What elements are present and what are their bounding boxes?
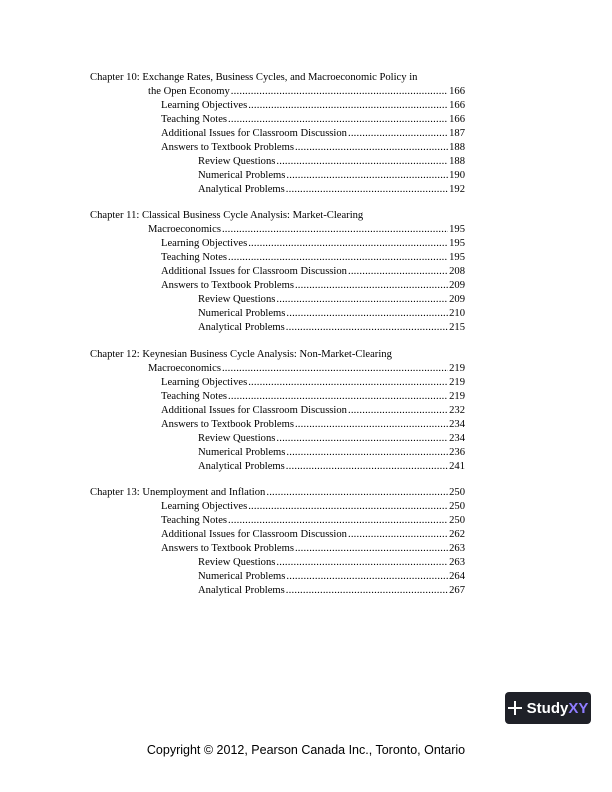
leader-dots: [286, 307, 448, 320]
leader-dots: [286, 169, 448, 182]
leader-dots: [222, 362, 448, 375]
toc-entry[interactable]: [161, 99, 465, 112]
leader-dots: [286, 446, 448, 459]
entry-label: Teaching Notes: [161, 252, 228, 263]
toc-entry[interactable]: [161, 528, 465, 541]
page-number: 234: [449, 433, 465, 444]
leader-dots: [286, 584, 448, 597]
page-number: 263: [449, 543, 465, 554]
page-number: 241: [449, 461, 465, 472]
chapter-title-text: Chapter 13: Unemployment and Inflation: [90, 487, 266, 498]
page-number: 263: [449, 557, 465, 568]
copyright-footer: Copyright © 2012, Pearson Canada Inc., Toronto, Ontario: [146, 743, 466, 757]
leader-dots: [248, 99, 448, 112]
page-number: 250: [449, 487, 465, 498]
leader-dots: [266, 486, 448, 499]
page-number: 210: [449, 308, 465, 319]
page-number: 209: [449, 294, 465, 305]
toc-sub-entry[interactable]: [198, 293, 465, 306]
chapter-title: Chapter 11: Classical Business Cycle Analysis: Market-Clearing: [90, 210, 364, 221]
page-number: 195: [449, 238, 465, 249]
brand-name: Study: [526, 699, 569, 717]
page-number: 188: [449, 142, 465, 153]
entry-label: Teaching Notes: [161, 114, 228, 125]
page-number: 250: [449, 515, 465, 526]
leader-dots: [295, 279, 448, 292]
leader-dots: [286, 321, 448, 334]
entry-label: Learning Objectives: [161, 100, 248, 111]
page-number: 195: [449, 224, 465, 235]
chapter-title: Chapter 12: Keynesian Business Cycle Analysis: Non-Market-Clearing: [90, 349, 392, 360]
page-number: 166: [449, 86, 465, 97]
toc-sub-entry[interactable]: [198, 446, 465, 459]
toc-entry[interactable]: [161, 141, 465, 154]
page-number: 215: [449, 322, 465, 333]
chapter-title: Chapter 10: Exchange Rates, Business Cycles, and Macroeconomic Policy in: [90, 72, 418, 83]
entry-label: Numerical Problems: [198, 447, 286, 458]
page-number: 262: [449, 529, 465, 540]
toc-sub-entry[interactable]: [198, 155, 465, 168]
entry-label: Additional Issues for Classroom Discussion: [161, 266, 347, 277]
page-number: 192: [449, 184, 465, 195]
entry-label: Analytical Problems: [198, 585, 285, 596]
page-number: 234: [449, 419, 465, 430]
entry-label: Teaching Notes: [161, 515, 228, 526]
toc-sub-entry[interactable]: [198, 307, 465, 320]
entry-label: Teaching Notes: [161, 391, 228, 402]
entry-label: Answers to Textbook Problems: [161, 543, 294, 554]
entry-label: Analytical Problems: [198, 322, 285, 333]
toc-entry[interactable]: [161, 265, 465, 278]
page-number: 219: [449, 363, 465, 374]
toc-entry[interactable]: [161, 279, 465, 292]
entry-label: Additional Issues for Classroom Discussion: [161, 529, 347, 540]
entry-label: Additional Issues for Classroom Discussion: [161, 405, 347, 416]
toc-entry[interactable]: [161, 113, 465, 126]
entry-label: Answers to Textbook Problems: [161, 280, 294, 291]
page-number: 208: [449, 266, 465, 277]
entry-label: Review Questions: [198, 294, 276, 305]
chapter-title-text: Macroeconomics: [148, 363, 221, 374]
toc-sub-entry[interactable]: [198, 321, 465, 334]
page-number: 219: [449, 377, 465, 388]
leader-dots: [348, 404, 448, 417]
chapter-title-continued[interactable]: [148, 85, 465, 98]
leader-dots: [248, 500, 448, 513]
leader-dots: [348, 127, 448, 140]
toc-entry[interactable]: [161, 376, 465, 389]
toc-sub-entry[interactable]: [198, 460, 465, 473]
page-number: 190: [449, 170, 465, 181]
toc-sub-entry[interactable]: [198, 570, 465, 583]
toc-sub-entry[interactable]: [198, 169, 465, 182]
chapter-title-continued[interactable]: [148, 223, 465, 236]
leader-dots: [348, 528, 448, 541]
leader-dots: [276, 155, 448, 168]
entry-label: Numerical Problems: [198, 571, 286, 582]
chapter-title-text: the Open Economy: [148, 86, 230, 97]
entry-label: Analytical Problems: [198, 184, 285, 195]
leader-dots: [276, 432, 448, 445]
toc-sub-entry[interactable]: [198, 556, 465, 569]
toc-entry[interactable]: [161, 404, 465, 417]
page-number: 166: [449, 100, 465, 111]
leader-dots: [276, 293, 448, 306]
chapter-title-text: Macroeconomics: [148, 224, 221, 235]
page-number: 187: [449, 128, 465, 139]
entry-label: Analytical Problems: [198, 461, 285, 472]
entry-label: Learning Objectives: [161, 501, 248, 512]
page-number: 166: [449, 114, 465, 125]
toc-entry[interactable]: [161, 542, 465, 555]
leader-dots: [248, 237, 448, 250]
entry-label: Answers to Textbook Problems: [161, 142, 294, 153]
leader-dots: [286, 183, 448, 196]
plus-icon: [508, 701, 522, 715]
chapter-title[interactable]: [90, 486, 465, 499]
chapter-title-continued[interactable]: [148, 362, 465, 375]
leader-dots: [222, 223, 448, 236]
toc-entry[interactable]: [161, 390, 465, 403]
entry-label: Review Questions: [198, 156, 276, 167]
leader-dots: [228, 113, 448, 126]
leader-dots: [248, 376, 448, 389]
entry-label: Answers to Textbook Problems: [161, 419, 294, 430]
leader-dots: [276, 556, 448, 569]
page-number: 209: [449, 280, 465, 291]
studyxy-badge[interactable]: [505, 692, 591, 724]
entry-label: Review Questions: [198, 557, 276, 568]
leader-dots: [295, 542, 448, 555]
toc-entry[interactable]: [161, 237, 465, 250]
toc-entry[interactable]: [161, 127, 465, 140]
toc-entry[interactable]: [161, 251, 465, 264]
page-number: 264: [449, 571, 465, 582]
page-number: 250: [449, 501, 465, 512]
leader-dots: [295, 141, 448, 154]
page-number: 232: [449, 405, 465, 416]
entry-label: Additional Issues for Classroom Discussion: [161, 128, 347, 139]
toc-entry[interactable]: [161, 500, 465, 513]
page-number: 267: [449, 585, 465, 596]
leader-dots: [286, 460, 448, 473]
page-number: 219: [449, 391, 465, 402]
leader-dots: [348, 265, 448, 278]
leader-dots: [228, 251, 448, 264]
toc-sub-entry[interactable]: [198, 183, 465, 196]
leader-dots: [286, 570, 448, 583]
entry-label: Learning Objectives: [161, 238, 248, 249]
leader-dots: [228, 390, 448, 403]
toc-entry[interactable]: [161, 514, 465, 527]
leader-dots: [231, 85, 448, 98]
toc-sub-entry[interactable]: [198, 432, 465, 445]
toc-sub-entry[interactable]: [198, 584, 465, 597]
entry-label: Numerical Problems: [198, 170, 286, 181]
page-number: 188: [449, 156, 465, 167]
toc-entry[interactable]: [161, 418, 465, 431]
entry-label: Learning Objectives: [161, 377, 248, 388]
entry-label: Numerical Problems: [198, 308, 286, 319]
leader-dots: [295, 418, 448, 431]
leader-dots: [228, 514, 448, 527]
page-number: 236: [449, 447, 465, 458]
page-number: 195: [449, 252, 465, 263]
entry-label: Review Questions: [198, 433, 276, 444]
brand-accent: XY: [568, 699, 589, 717]
